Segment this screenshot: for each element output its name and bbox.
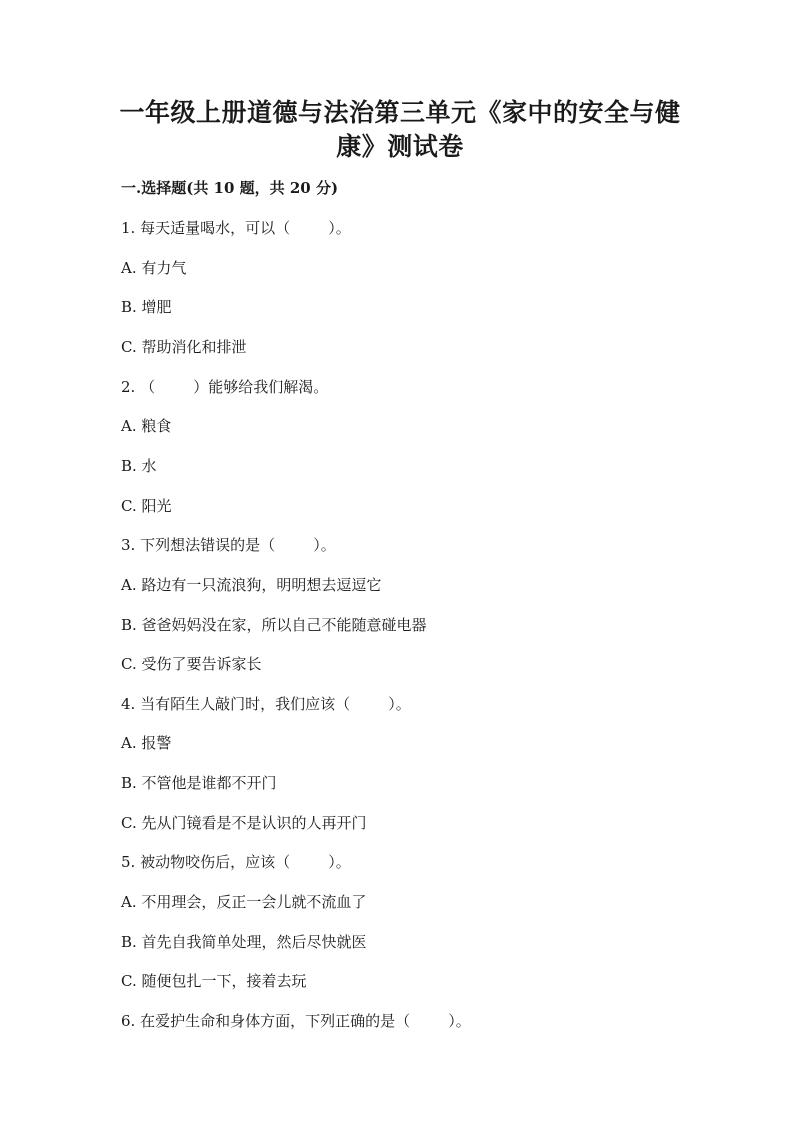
question-1-stem: 1. 每天适量喝水，可以（ ）。 [121, 219, 351, 237]
question-1-option-a: A. 有力气 [121, 259, 187, 277]
question-5-option-b: B. 首先自我简单处理，然后尽快就医 [121, 933, 367, 951]
question-3-option-b: B. 爸爸妈妈没在家，所以自己不能随意碰电器 [121, 616, 427, 634]
question-6-stem: 6. 在爱护生命和身体方面，下列正确的是（ ）。 [121, 1012, 471, 1030]
question-2-option-b: B. 水 [121, 457, 157, 475]
question-1-option-c: C. 帮助消化和排泄 [121, 338, 247, 356]
section-heading: 一.选择题(共 10 题，共 20 分) [121, 179, 339, 197]
question-3-option-c: C. 受伤了要告诉家长 [121, 655, 262, 673]
question-2-stem: 2. （ ）能够给我们解渴。 [121, 378, 329, 396]
question-5-option-a: A. 不用理会，反正一会儿就不流血了 [121, 893, 367, 911]
question-5-option-c: C. 随便包扎一下，接着去玩 [121, 972, 307, 990]
question-2-option-a: A. 粮食 [121, 417, 172, 435]
question-4-option-c: C. 先从门镜看是不是认识的人再开门 [121, 814, 367, 832]
question-4-option-a: A. 报警 [121, 734, 172, 752]
question-5-stem: 5. 被动物咬伤后，应该（ ）。 [121, 853, 351, 871]
question-3-stem: 3. 下列想法错误的是（ ）。 [121, 536, 336, 554]
question-1-option-b: B. 增肥 [121, 298, 172, 316]
document-title-line-2: 康》测试卷 [336, 132, 464, 161]
question-3-option-a: A. 路边有一只流浪狗，明明想去逗逗它 [121, 576, 382, 594]
question-2-option-c: C. 阳光 [121, 497, 172, 515]
document-title-line-1: 一年级上册道德与法治第三单元《家中的安全与健 [119, 98, 681, 127]
question-4-stem: 4. 当有陌生人敲门时，我们应该（ ）。 [121, 695, 411, 713]
question-4-option-b: B. 不管他是谁都不开门 [121, 774, 277, 792]
